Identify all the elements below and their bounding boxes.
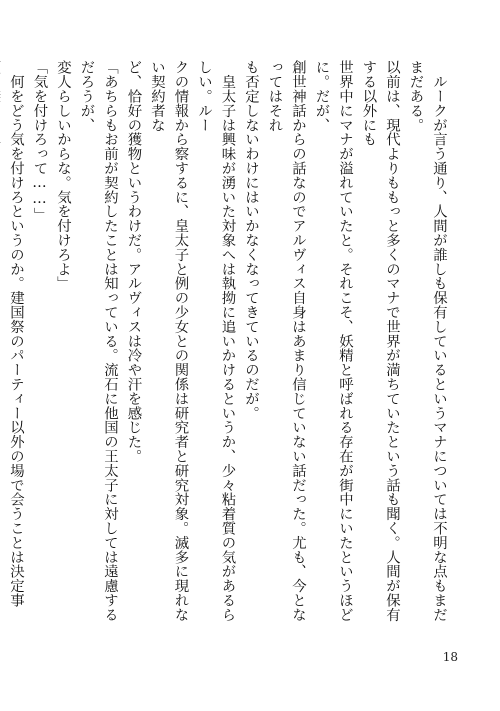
text-line: ど、恰好の獲物というわけだ。アルヴィスは冷や汗を感じた。	[125, 60, 142, 464]
text-line: 「あちらもお前が契約したことは知っている。流石に他国の王太子に対しては遠慮するだろうが、	[78, 60, 118, 622]
text-line: ルークが言う通り、人間が誰しも保有しているというマナについては不明な点もまだまだある。	[407, 60, 447, 622]
text-line: も否定しないわけにはいかなくなってきているのだが。	[243, 60, 259, 420]
text-line: 何をどう気を付けろというのか。建国祭のパーティー以外の場で会うことは決定事	[8, 74, 24, 608]
text-line: 創世神話からの話なのでアルヴィス自身はあまり信じていない話だった。尤も、今となってはそれ	[266, 60, 306, 622]
page-number: 18	[442, 650, 458, 664]
text-line: 「気を付けろって……」	[31, 60, 48, 222]
text-line: 以前は、現代よりももっと多くのマナで世界が満ちていたという話も聞く。人間が保有する以外にも	[360, 60, 400, 622]
text-line: クの情報から察するに、皇太子と例の少女との関係は研究者と研究対象。滅多に現れない契約者な	[149, 60, 189, 622]
text-line: 世界中にマナが溢れていたと。それこそ、妖精と呼ばれる存在が街中にいたというほどに。だが、	[313, 60, 353, 622]
text-line: 皇太子は興味が湧いた対象へは執拗に追いかけるというか、少々粘着質の気があるらしい。ルー	[196, 60, 236, 622]
vertical-text-body	[8, 60, 450, 635]
text-line: 変人らしいからな。気を付けろよ」	[55, 60, 71, 291]
